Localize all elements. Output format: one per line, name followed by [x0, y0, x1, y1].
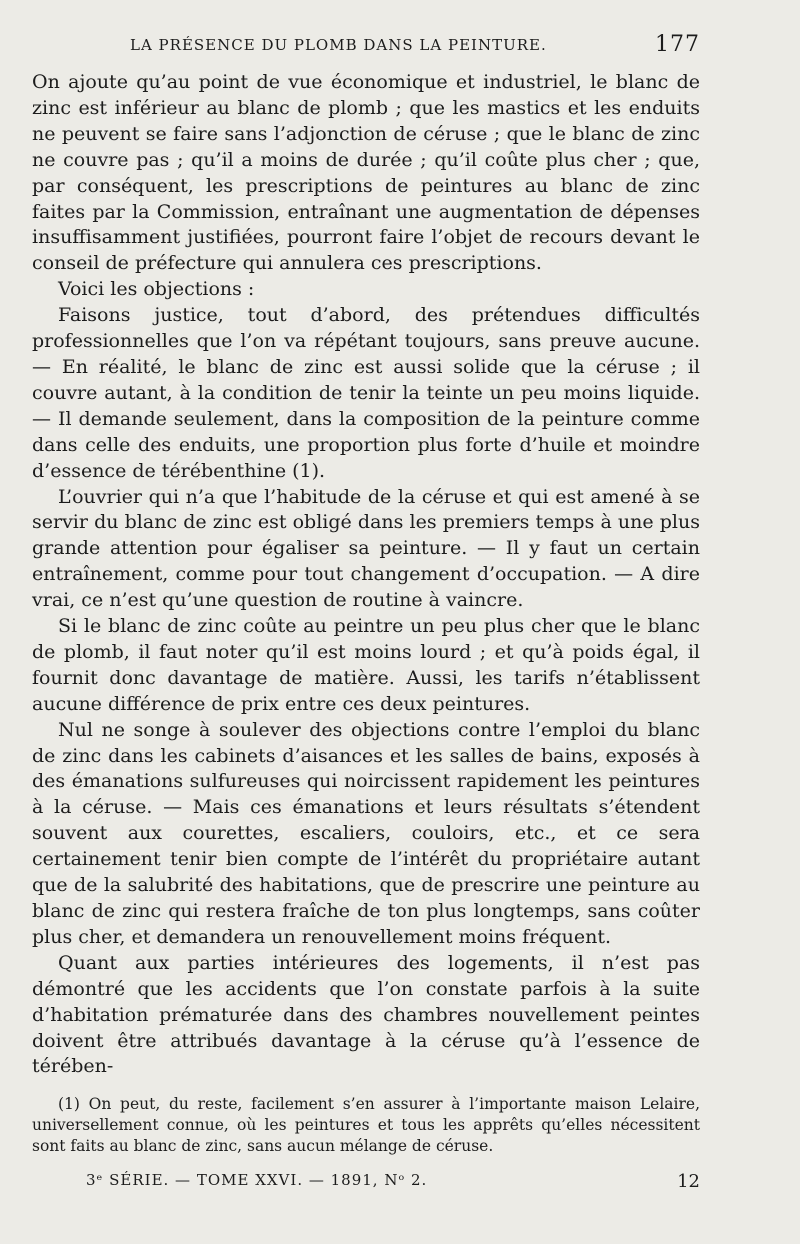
- paragraph-6: Nul ne songe à soulever des objections contre l’emploi du blanc de zinc dans les cabinets d’aisances et les salles de bains, exposés à des émanations sulfureuses qui noircissent rapidement les peintures à la céruse. — Mais ces émanations et leurs résultats s’étendent souvent aux courettes, escaliers, couloirs, etc., et ce sera certainement tenir bien compte de l’intérêt du propriétaire autant que de la salubrité des habitations, que de prescrire une peinture au blanc de zinc qui restera fraîche de ton plus longtemps, sans coûter plus cher, et demandera un renouvellement moins fréquent.: [32, 718, 700, 948]
- running-title: LA PRÉSENCE DU PLOMB DANS LA PEINTURE.: [130, 36, 547, 54]
- series-info: 3ᵉ SÉRIE. — TOME XXVI. — 1891, Nᵒ 2.: [86, 1171, 428, 1190]
- signature-mark: 12: [677, 1171, 700, 1193]
- paragraph-5: Si le blanc de zinc coûte au peintre un peu plus cher que le blanc de plomb, il faut noter qu’il est moins lourd ; et qu’à poids égal, il fournit donc davantage de matière. Aussi, les tarifs n’établissent aucune différence de prix entre ces deux peintures.: [32, 615, 700, 715]
- paragraph-4: L’ouvrier qui n’a que l’habitude de la céruse et qui est amené à se servir du blanc de zinc est obligé dans les premiers temps à une plus grande attention pour égaliser sa peinture. — Il y faut un certain entraînement, comme pour tout changement d’occupation. — A dire vrai, ce n’est qu’une question de routine à vaincre.: [32, 485, 700, 612]
- page-number: 177: [655, 32, 700, 57]
- paragraph-1: On ajoute qu’au point de vue économique et industriel, le blanc de zinc est inférieur au blanc de plomb ; que les mastics et les enduits ne peuvent se faire sans l’adjonction de céruse ; que le blanc de zinc ne couvre pas ; qu’il a moins de durée ; qu’il coûte plus cher ; que, par conséquent, les prescriptions de peintures au blanc de zinc faites par la Commission, entraînant une augmentation de dépenses insuffisamment justifiées, pourront faire l’objet de recours devant le conseil de préfecture qui annulera ces prescriptions.: [32, 71, 700, 275]
- paragraph-2: Voici les objections :: [58, 278, 255, 301]
- running-head: [32, 32, 700, 66]
- paragraph-7: Quant aux parties intérieures des logements, il n’est pas démontré que les accidents que l’on constate parfois à la suite d’habitation prématurée dans des chambres nouvellement peintes doivent être attribués davantage à la céruse qu’à l’essence de térében-: [32, 951, 700, 1078]
- paragraph-3: Faisons justice, tout d’abord, des prétendues difficultés professionnelles que l’on va répétant toujours, sans preuve aucune. — En réalité, le blanc de zinc est aussi solide que la céruse ; il couvre autant, à la condition de tenir la teinte un peu moins liquide. — Il demande seulement, dans la composition de la peinture comme dans celle des enduits, une proportion plus forte d’huile et moindre d’essence de térébenthine (1).: [32, 304, 700, 482]
- page-footer: [32, 1171, 700, 1195]
- footnote: (1) On peut, du reste, facilement s’en assurer à l’importante maison Lelaire, universellement connue, où les peintures et tous les apprêts qu’elles nécessitent sont faits au blanc de zinc, sans aucun mélange de céruse.: [32, 1095, 700, 1156]
- body-text: [32, 70, 700, 1080]
